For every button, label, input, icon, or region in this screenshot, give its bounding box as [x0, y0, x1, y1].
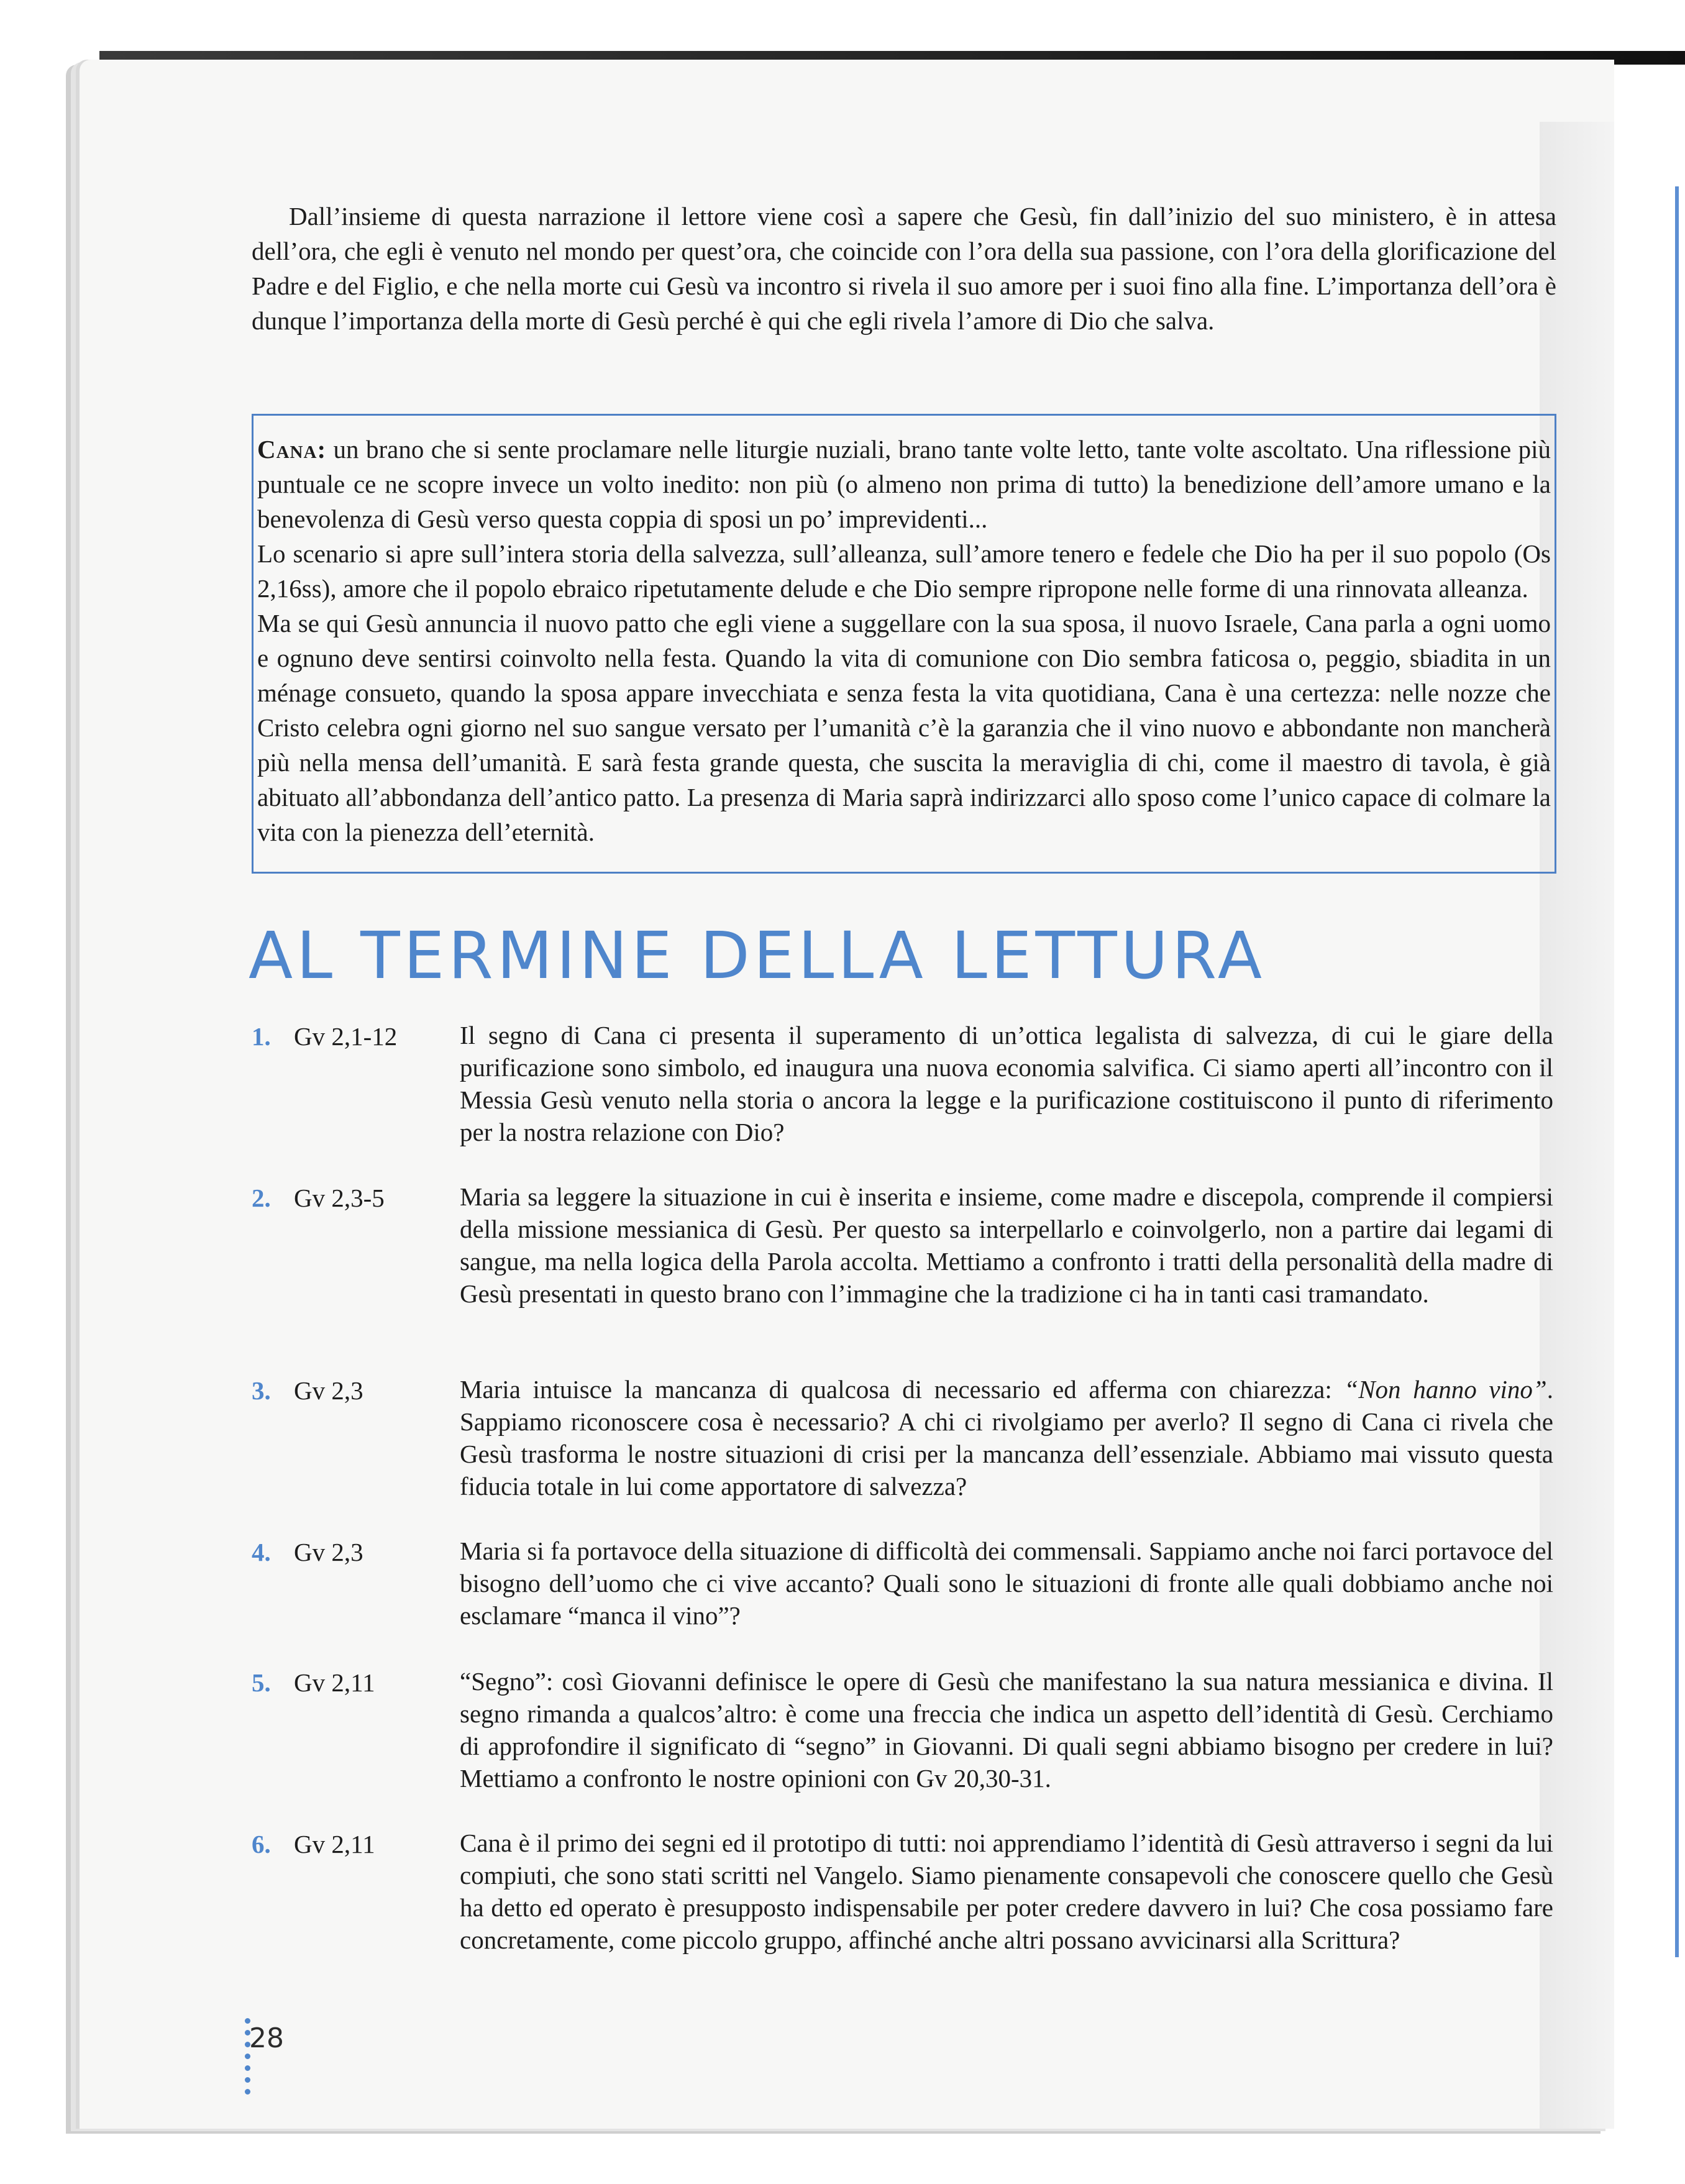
question-reference: Gv 2,3	[294, 1376, 363, 1405]
question-text: Maria si fa portavoce della situazione di difficoltà dei commensali. Sappiamo anche noi farci portavoce del bisogno dell’uomo che ci vive accanto? Quali sono le situazioni di fronte alle quali dobbiamo anche noi esclamare “manca il vino”?	[460, 1537, 1553, 1630]
cana-paragraph-3: Ma se qui Gesù annuncia il nuovo patto che egli viene a suggellare con la sua sposa, il nuovo Israele, Cana parla a ogni uomo e ognuno deve sentirsi coinvolto nella festa. Quando la vita di comunione con Dio sembra faticosa o, peggio, sbiadita in un ménage consueto, quando la sposa appare invecchiata e senza festa la vita quotidiana, Cana è una certezza: nelle nozze che Cristo celebra ogni giorno nel suo sangue versato per l’umanità c’è la garanzia che il vino nuovo e abbondante non mancherà più nella mensa dell’umanità. E sarà festa grande questa, che suscita la meraviglia di chi, come il maestro di tavola, è già abituato all’abbondanza dell’antico patto. La presenza di Maria saprà indirizzarci allo sposo come l’unico capace di colmare la vita con la pienezza dell’eternità.	[257, 609, 1551, 846]
question-text: Maria sa leggere la situazione in cui è inserita e insieme, come madre e discepola, comprende il compiersi della missione messianica di Gesù. Per questo sa interpellarlo e coinvolgerlo, non a partire dai legami di sangue, ma nella logica della Parola accolta. Mettiamo a confronto i tratti della personalità della madre di Gesù presentati in questo brano con l’immagine che la tradizione ci ha in tanti casi tramandato.	[460, 1182, 1553, 1308]
question-number: 2.	[252, 1184, 271, 1212]
question-number: 3.	[252, 1376, 271, 1405]
question-reference: Gv 2,3	[294, 1538, 363, 1566]
question-text-end: . Sappiamo riconoscere cosa è necessario? A chi ci rivolgiamo per averlo? Il segno di Cana ci rivela che Gesù trasforma le nostre situazioni di crisi per la mancanza dell’essenziale. Abbiamo mai vissuto questa fiducia totale in lui come apportatore di salvezza?	[460, 1375, 1553, 1501]
intro-paragraph: Dall’insieme di questa narrazione il lettore viene così a sapere che Gesù, fin dall’inizio del suo ministero, è in attesa dell’ora, che egli è venuto nel mondo per quest’ora, che coincide con l’ora della sua passione, con l’ora della glorificazione del Padre e del Figlio, e che nella morte cui Gesù va incontro si rivela il suo amore per i suoi fino alla fine. L’importanza dell’ora è dunque l’importanza della morte di Gesù perché è qui che egli rivela l’amore di Dio che salva.	[252, 202, 1556, 335]
question-text-start: Maria intuisce la mancanza di qualcosa di necessario ed afferma con chiarezza:	[460, 1375, 1345, 1404]
next-page-blue-stripe	[1675, 186, 1679, 1957]
question-number: 5.	[252, 1668, 271, 1697]
question-number: 4.	[252, 1538, 271, 1566]
cana-paragraph-1	[257, 432, 1551, 536]
question-text	[460, 1373, 1553, 1502]
question-reference: Gv 2,3-5	[294, 1184, 385, 1212]
question-number: 1.	[252, 1022, 271, 1051]
question-number: 6.	[252, 1830, 271, 1858]
question-text: Cana è il primo dei segni ed il prototipo di tutti: noi apprendiamo l’identità di Gesù attraverso i segni da lui compiuti, che sono stati scritti nel Vangelo. Siamo pienamente consapevoli che conoscere quello che Gesù ha detto ed operato è presupposto indispensabile per poter credere davvero in lui? Che cosa possiamo fare concretamente, come piccolo gruppo, affinché anche altri possano avvicinarsi alla Scrittura?	[460, 1829, 1553, 1954]
question-reference: Gv 2,11	[294, 1668, 375, 1697]
section-title: AL TERMINE DELLA LETTURA	[249, 918, 1266, 994]
cana-heading: Cana:	[257, 435, 327, 464]
question-quote: “Non hanno vino”	[1344, 1375, 1547, 1404]
page-number: 28	[249, 2022, 284, 2054]
question-text: Il segno di Cana ci presenta il superamento di un’ottica legalista di salvezza, di cui le giare della purificazione sono simbolo, ed inaugura una nuova economia salvifica. Ci siamo aperti all’incontro con il Messia Gesù venuto nella storia o ancora la legge e la purificazione costituiscono il punto di riferimento per la nostra relazione con Dio?	[460, 1021, 1553, 1146]
cana-box	[252, 414, 1556, 874]
question-text: “Segno”: così Giovanni definisce le opere di Gesù che manifestano la sua natura messianica e divina. Il segno rimanda a qualcos’altro: è come una freccia che indica un aspetto dell’identità di Gesù. Cerchiamo di approfondire il significato di “segno” in Giovanni. Di quali segni abbiamo bisogno per credere in lui? Mettiamo a confronto le nostre opinioni con Gv 20,30-31.	[460, 1667, 1553, 1793]
question-reference: Gv 2,11	[294, 1830, 375, 1858]
cana-paragraph-1-text: un brano che si sente proclamare nelle liturgie nuziali, brano tante volte letto, tante volte ascoltato. Una riflessione più puntuale ce ne scopre invece un volto inedito: non più (o almeno non prima di tutto) la benedizione dell’amore umano e la benevolenza di Gesù verso questa coppia di sposi un po’ imprevidenti...	[257, 435, 1551, 533]
cana-paragraph-2: Lo scenario si apre sull’intera storia della salvezza, sull’alleanza, sull’amore tenero e fedele che Dio ha per il suo popolo (Os 2,16ss), amore che il popolo ebraico ripetutamente delude e che Dio sempre ripropone nelle forme di una rinnovata alleanza.	[257, 539, 1551, 603]
question-reference: Gv 2,1-12	[294, 1022, 398, 1051]
